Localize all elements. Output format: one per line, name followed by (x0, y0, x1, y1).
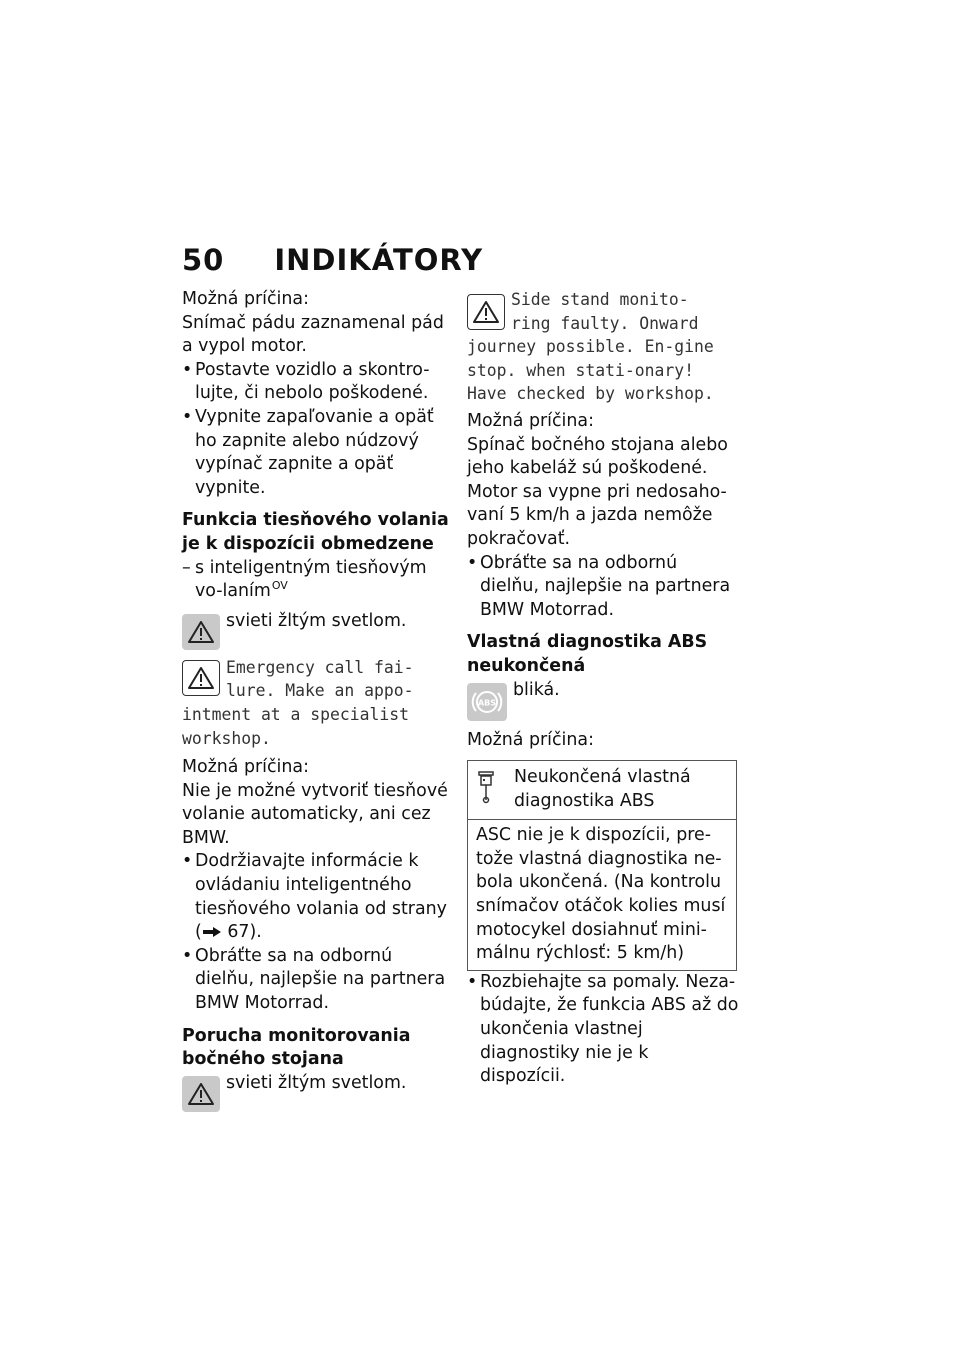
bullet-item: • Postavte vozidlo a skontro-lujte, či nebolo poškodené. (182, 359, 450, 406)
indicator-row (467, 679, 739, 721)
warning-triangle-icon (467, 294, 505, 330)
info-table (467, 760, 737, 971)
message-line: journey possible. En-gine stop. when stati-onary! Have checked by workshop. (467, 337, 714, 404)
indicator-state: svieti žltým svetlom. (226, 610, 407, 631)
warning-triangle-icon (182, 1076, 220, 1112)
indicator-row (182, 610, 450, 650)
bullet-item: • Obráťte sa na odbornú dielňu, najlepšie na partnera BMW Motorrad. (182, 945, 450, 1016)
info-table-title: Neukončená vlastná diagnostika ABS (514, 767, 691, 811)
info-table-header (468, 761, 736, 820)
indicator-row (182, 1072, 450, 1112)
message-line: intment at a specialist workshop. (182, 704, 409, 748)
toolbox-icon (476, 770, 506, 812)
bullet-item: • Obráťte sa na odbornú dielňu, najlepšie na partnera BMW Motorrad. (467, 552, 739, 623)
section-heading: Porucha monitorovania bočného stojana (182, 1025, 411, 1070)
superscript-ov: OV (271, 579, 288, 593)
page-reference-arrow-icon (202, 922, 222, 942)
message-line: Emergency call fai- (226, 657, 414, 677)
display-message (467, 288, 739, 406)
message-line: lure. Make an appo- (226, 681, 414, 701)
cause-label: Možná príčina: (467, 729, 594, 750)
cause-label: Možná príčina: (182, 757, 309, 778)
warning-triangle-icon (182, 660, 220, 696)
cause-label: Možná príčina: (467, 410, 594, 431)
message-line: Side stand monito- (511, 290, 689, 309)
cause-text: Spínač bočného stojana alebo jeho kabeláž sú poškodené. Motor sa vypne pri nedosaho-vaní 5 km/h a jazda nemôže pokračovať. (467, 434, 728, 549)
abs-warning-icon (467, 683, 507, 721)
display-message (182, 656, 450, 750)
message-line: ring faulty. Onward (511, 313, 699, 333)
info-table-body: ASC nie je k dispozícii, pre-tože vlastná diagnostika ne-bola ukončená. (Na kontrolu snímačov otáčok kolies musí motocykel dosiahnuť mini-málnu rýchlosť: 5 km/h) (476, 825, 726, 964)
warning-triangle-icon (182, 614, 220, 650)
cause-text: Nie je možné vytvoriť tiesňové volanie automaticky, ani cez BMW. (182, 780, 448, 848)
page-number: 50 (182, 243, 225, 277)
svg-text:ABS: ABS (477, 698, 497, 707)
section-heading: Vlastná diagnostika ABS neukončená (467, 632, 708, 676)
page-reference[interactable]: 67). (227, 922, 262, 943)
indicator-state: bliká. (513, 679, 560, 700)
dash-item: – s inteligentným tiesňovým vo-laním$^{OV}$ (182, 557, 450, 604)
bullet-item: • Dodržiavajte informácie k ovládaniu inteligentného tiesňového volania od strany ( 67). (182, 850, 450, 944)
page-title: INDIKÁTORY (274, 243, 484, 277)
section-heading: Funkcia tiesňového volania je k dispozícii obmedzene (182, 510, 449, 554)
right-column (467, 288, 739, 1089)
cause-text: Snímač pádu zaznamenal pád a vypol motor. (182, 312, 444, 357)
bullet-item: • Vypnite zapaľovanie a opäť ho zapnite alebo núdzový vypínač zapnite a opäť vypnite. (182, 406, 450, 500)
left-column (182, 288, 450, 1112)
bullet-item: • Rozbiehajte sa pomaly. Neza-búdajte, že funkcia ABS až do ukončenia vlastnej diagnostiky nie je k dispozícii. (467, 971, 739, 1089)
page-header (182, 243, 483, 283)
cause-label: Možná príčina: (182, 289, 309, 309)
indicator-state: svieti žltým svetlom. (226, 1072, 407, 1093)
